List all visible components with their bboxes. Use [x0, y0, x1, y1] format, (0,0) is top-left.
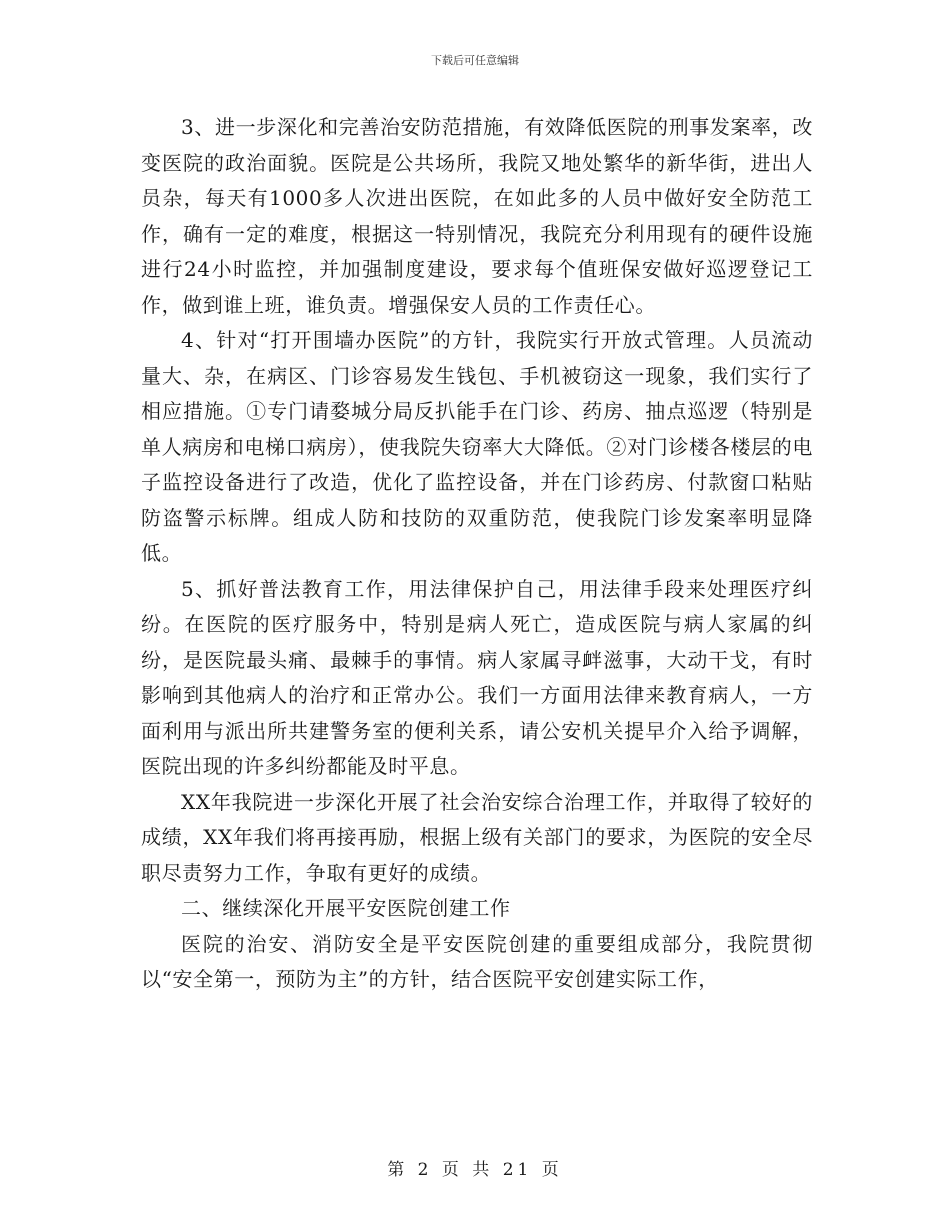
page-number: 第 2 页 共 21 页	[387, 1160, 563, 1180]
section-heading-safe-hospital: 二、继续深化开展平安医院创建工作	[181, 896, 511, 920]
page-header: 下载后可任意编辑	[431, 54, 519, 67]
document-body	[141, 110, 813, 998]
paragraph-security-measures: 3、进一步深化和完善治安防范措施，有效降低医院的刑事发案率，改变医院的政治面貌。医院是公共场所，我院又地处繁华的新华街，进出人员杂，每天有1000多人次进出医院，在如此多的人员中做好安全防范工作，确有一定的难度，根据这一特别情况，我院充分利用现有的硬件设施进行24小时监控，并加强制度建设，要求每个值班保安做好巡逻登记工作，做到谁上班，谁负责。增强保安人员的工作责任心。	[141, 115, 813, 317]
paragraph-open-management: 4、针对“打开围墙办医院”的方针，我院实行开放式管理。人员流动量大、杂，在病区、门诊容易发生钱包、手机被窃这一现象，我们实行了相应措施。①专门请婺城分局反扒能手在门诊、药房、抽点巡逻（特别是单人病房和电梯口病房），使我院失窃率大大降低。②对门诊楼各楼层的电子监控设备进行了改造，优化了监控设备，并在门诊药房、付款窗口粘贴防盗警示标牌。组成人防和技防的双重防范，使我院门诊发案率明显降低。	[141, 328, 813, 565]
paragraph-annual-summary: XX年我院进一步深化开展了社会治安综合治理工作，并取得了较好的成绩，XX年我们将再接再励，根据上级有关部门的要求，为医院的安全尽职尽责努力工作，争取有更好的成绩。	[141, 789, 813, 885]
paragraph-legal-education: 5、抓好普法教育工作，用法律保护自己，用法律手段来处理医疗纠纷。在医院的医疗服务中，特别是病人死亡，造成医院与病人家属的纠纷，是医院最头痛、最棘手的事情。病人家属寻衅滋事，大动干戈，有时影响到其他病人的治疗和正常办公。我们一方面用法律来教育病人，一方面利用与派出所共建警务室的便利关系，请公安机关提早介入给予调解，医院出现的许多纠纷都能及时平息。	[141, 576, 813, 778]
paragraph-fire-safety: 医院的治安、消防安全是平安医院创建的重要组成部分，我院贯彻以“安全第一，预防为主”的方针，结合医院平安创建实际工作，	[141, 931, 813, 991]
